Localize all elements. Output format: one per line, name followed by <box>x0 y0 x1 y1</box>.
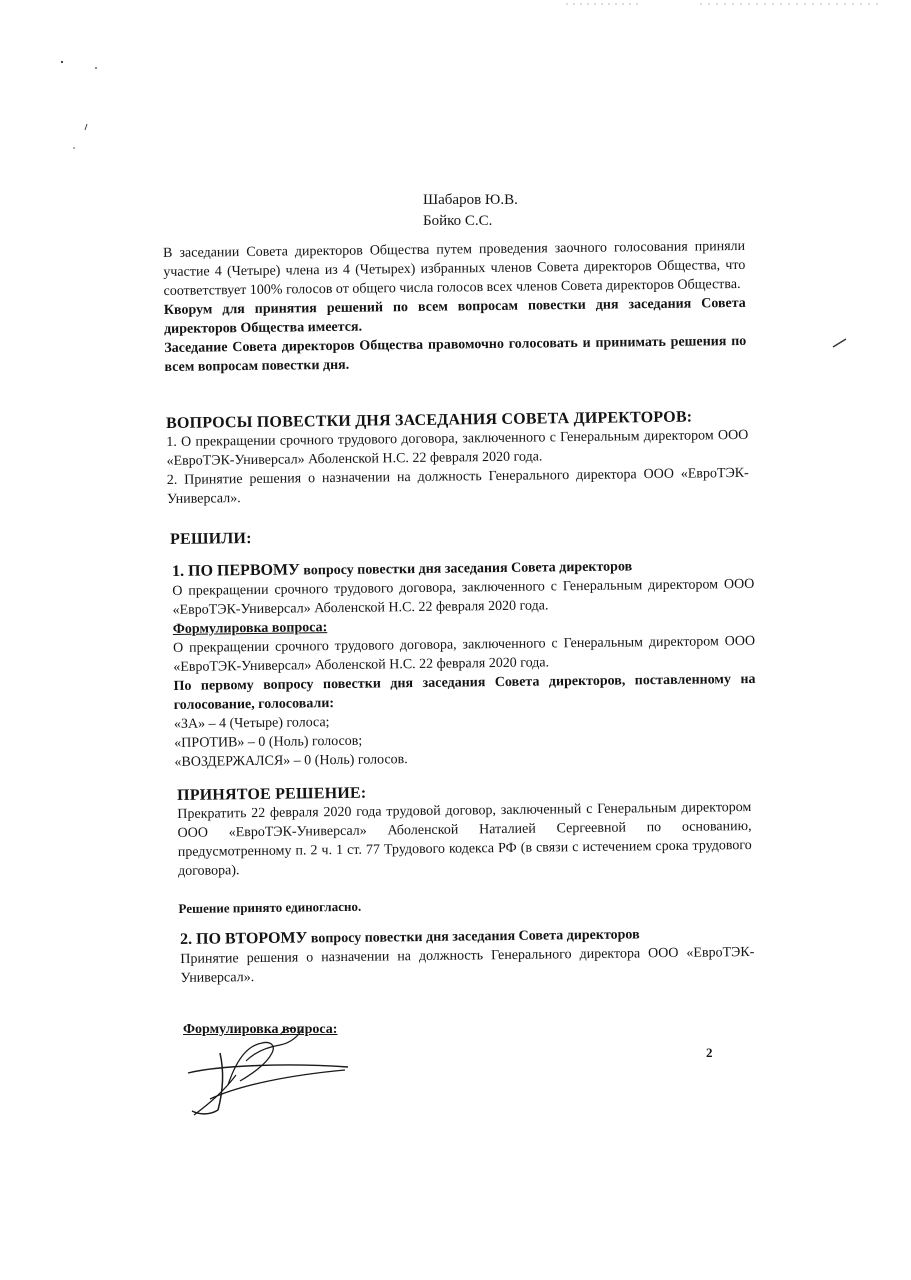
agenda-section <box>166 407 749 509</box>
question-1-voting-intro: По первому вопросу повестки дня заседания Совета директоров, поставленному на голосование, голосовали: <box>173 671 756 713</box>
question-1-section <box>172 555 757 772</box>
question-2-title-rest: вопросу повестки дня заседания Совета директоров <box>307 927 640 947</box>
question-1-subject: О прекращении срочного трудового договора, заключенного с Генеральным директором ООО «ЕвроТЭК-Универсал» Аболенской Н.С. 22 февраля 2020 года. <box>172 576 755 618</box>
question-2-section <box>180 923 755 988</box>
agenda-item: 1. О прекращении срочного трудового договора, заключенного с Генеральным директором ООО «ЕвроТЭК-Универсал» Аболенской Н.С. 22 февраля 2020 года. <box>166 427 749 469</box>
question-1-formulation-label: Формулировка вопроса: <box>172 620 328 637</box>
question-2-title-lead: 2. ПО ВТОРОМУ <box>180 929 308 948</box>
participation-paragraph: В заседании Совета директоров Общества путем проведения заочного голосования приняли участие 4 (Четыре) члена из 4 (Четырех) избранных членов Совета директоров Общества, что соответствует 100% голосов от общего числа голосов всех членов Совета директоров Общества. <box>163 238 746 299</box>
decision-text: Прекратить 22 февраля 2020 года трудовой договор, заключенный с Генеральным директором ООО «ЕвроТЭК-Универсал» Аболенской Наталией Сергеевной по основанию, предусмотренному п. 2 ч. 1 ст. 77 Трудового кодекса РФ (в связи с истечением срока трудового договора). <box>177 799 752 879</box>
agenda-heading: ВОПРОСЫ ПОВЕСТКИ ДНЯ ЗАСЕДАНИЯ СОВЕТА ДИРЕКТОРОВ: <box>166 408 693 432</box>
unanimous-note: Решение принято единогласно. <box>178 898 362 916</box>
signatories-list <box>423 190 518 232</box>
decision-section <box>177 779 753 918</box>
question-2-subject: Принятие решения о назначении на должность Генерального директора ООО «ЕвроТЭК-Универсал». <box>180 944 755 986</box>
agenda-item: 2. Принятие решения о назначении на должность Генерального директора ООО «ЕвроТЭК-Универсал». <box>166 465 749 507</box>
question-1-formulation: О прекращении срочного трудового договора, заключенного с Генеральным директором ООО «ЕвроТЭК-Универсал» Аболенской Н.С. 22 февраля 2020 года. <box>172 633 756 675</box>
vote-line: «ПРОТИВ» – 0 (Ноль) голосов; <box>174 733 363 751</box>
page-number: 2 <box>706 1045 713 1060</box>
decision-heading: ПРИНЯТОЕ РЕШЕНИЕ: <box>177 784 367 804</box>
quorum-paragraph: Кворум для принятия решений по всем вопросам повестки дня заседания Совета директоров Общества имеется. <box>163 295 746 337</box>
handwritten-signature <box>180 1015 380 1125</box>
resolved-heading: РЕШИЛИ: <box>170 530 252 548</box>
signatory-name: Бойко С.С. <box>423 213 493 229</box>
vote-line: «ЗА» – 4 (Четыре) голоса; <box>173 715 330 732</box>
competence-paragraph: Заседание Совета директоров Общества правомочно голосовать и принимать решения по всем вопросам повестки дня. <box>164 333 747 375</box>
signatory-name: Шабаров Ю.В. <box>423 192 518 208</box>
vote-line: «ВОЗДЕРЖАЛСЯ» – 0 (Ноль) голосов. <box>174 752 408 770</box>
question-1-title-lead: 1. ПО ПЕРВОМУ <box>172 561 300 580</box>
question-2-formulation-label: Формулировка вопроса: <box>183 1022 338 1037</box>
question-1-title-rest: вопросу повестки дня заседания Совета директоров <box>299 559 633 579</box>
intro-section <box>163 237 747 377</box>
